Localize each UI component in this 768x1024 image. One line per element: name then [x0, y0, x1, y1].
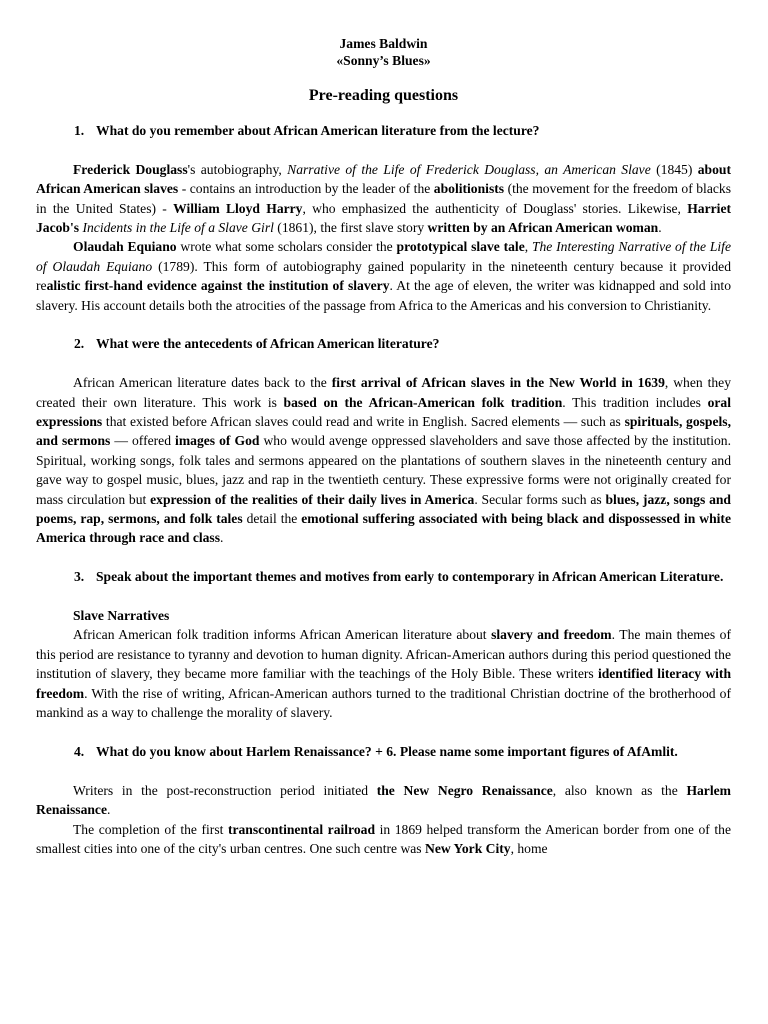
text-run: . With the rise of writing, African-American authors turned to the traditional Christian doctrine of the brotherhood of mankind as a way to challenge the morality of slavery.	[36, 685, 731, 721]
text-run: African American literature dates back to the	[73, 375, 332, 391]
text-run: .	[220, 530, 224, 546]
text-run: detail the	[242, 511, 302, 527]
text-run: — offered	[110, 433, 176, 449]
bold-text: identified literacy with freedom	[36, 666, 731, 701]
text-run: that existed before African slaves could read and write in English. Sacred elements — such as	[102, 414, 625, 430]
text-run: . Secular forms such as	[474, 491, 606, 507]
question-text: Speak about the important themes and motives from early to contemporary in African American Literature.	[96, 569, 724, 585]
bold-text: Harriet Jacob's	[36, 200, 732, 236]
question-2	[36, 334, 731, 353]
question-text: What do you know about Harlem Renaissance? + 6. Please name some important figures of AfAmlit.	[96, 743, 678, 759]
text-run: (the movement for the freedom of blacks in the United States) -	[36, 181, 731, 216]
text-run: wrote what some scholars consider the	[176, 239, 397, 255]
answer-paragraph	[36, 373, 731, 548]
text-run: , home	[510, 840, 548, 856]
text-run: 's autobiography,	[187, 161, 288, 177]
text-run: The completion of the first	[73, 821, 228, 837]
italic-title: Narrative of the Life of Frederick Douglass, an American Slave	[287, 161, 651, 177]
question-3	[36, 567, 731, 586]
bold-text: spirituals, gospels, and sermons	[36, 414, 731, 449]
text-run: (1845)	[650, 161, 698, 177]
story-title: «Sonny’s Blues»	[336, 53, 431, 68]
document-content	[36, 35, 731, 858]
text-run: .	[107, 802, 111, 818]
text-run: . At the age of eleven, the writer was kidnapped and sold into slavery. His account details both the atrocities of the passage from Africa to the Americas and his conversion to Christianity.	[36, 278, 731, 313]
text-run: . The main themes of this period are resistance to tyranny and devotion to human dignity. African-American authors during this period questioned the institution of slavery, they became more familiar with the teachings of the Holy Bible. These writers	[36, 627, 731, 682]
bold-text: about African American slaves	[36, 161, 731, 197]
bold-text: William Lloyd Harry	[173, 200, 303, 216]
question-number: 2.	[74, 336, 85, 352]
italic-title: The Interesting Narrative of the Life of Olaudah Equiano	[36, 239, 731, 274]
bold-text: transcontinental railroad	[227, 821, 376, 837]
answer-paragraph	[36, 237, 731, 315]
text-run: , who emphasized the authenticity of Douglass' stories. Likewise,	[302, 200, 688, 216]
bold-text: the New Negro Renaissance	[376, 782, 553, 798]
text-run: African American folk tradition informs African American literature about	[73, 627, 492, 643]
text-run: who would avenge oppressed slaveholders and save those affected by the institution. Spiritual, working songs, folk tales and sermons appeared on the plantations of southern slaves in the nineteenth century and gave way to gospel music, blues, jazz and rap in the twentieth century. These expressive forms were not originally created for mass circulation but	[36, 433, 731, 507]
text-run: - contains an introduction by the leader of the	[178, 181, 434, 197]
text-run: .	[658, 220, 662, 236]
italic-title: Incidents in the Life of a Slave Girl	[82, 220, 274, 236]
bold-text: New York City	[425, 840, 511, 856]
bold-text: Frederick Douglass	[73, 161, 188, 177]
text-run: (1789). This form of autobiography gained popularity in the nineteenth century because it provided re	[36, 258, 731, 294]
text-run: ,	[524, 239, 532, 255]
answer-paragraph	[36, 160, 731, 238]
bold-text: first arrival of African slaves in the New World in 1639	[331, 375, 665, 391]
question-text: What were the antecedents of African American literature?	[96, 336, 440, 352]
question-4	[36, 742, 731, 761]
question-number: 4.	[74, 743, 85, 759]
question-number: 1.	[74, 123, 85, 138]
bold-text: images of God	[175, 433, 260, 449]
answer-paragraph	[36, 625, 731, 722]
bold-text: Olaudah Equiano	[73, 239, 177, 255]
bold-text: oral expressions	[36, 394, 731, 430]
bold-text: prototypical slave tale	[396, 239, 525, 255]
section-heading: Pre-reading questions	[308, 87, 459, 104]
question-1	[36, 121, 731, 140]
text-run: Writers in the post-reconstruction period initiated	[73, 782, 377, 798]
text-run: . This tradition includes	[562, 394, 708, 410]
author-name: James Baldwin	[339, 36, 428, 51]
bold-text: expression of the realities of their daily lives in America	[150, 491, 475, 507]
subheading: Slave Narratives	[73, 608, 170, 624]
question-text: What do you remember about African American literature from the lecture?	[96, 123, 540, 138]
bold-text: abolitionists	[433, 181, 505, 197]
answer-paragraph	[36, 781, 731, 820]
bold-text: written by an African American woman	[427, 220, 659, 236]
bold-text: Harlem Renaissance	[36, 782, 731, 818]
bold-text: based on the African-American folk tradition	[283, 394, 563, 410]
text-run: , when they created their own literature. This work is	[36, 375, 732, 410]
question-number: 3.	[74, 569, 85, 585]
bold-text: slavery and freedom	[491, 627, 612, 643]
bold-text: alistic first-hand evidence against the institution of slavery	[46, 278, 390, 294]
bold-text: emotional suffering associated with being black and dispossessed in white America through race and class	[36, 511, 731, 546]
answer-paragraph	[36, 820, 731, 859]
bold-text: blues, jazz, songs and poems, rap, sermons, and folk tales	[36, 491, 731, 527]
text-run: (1861), the first slave story	[273, 220, 428, 236]
text-run: in 1869 helped transform the American border from one of the smallest cities into one of the city's urban centres. One such centre was	[36, 821, 731, 856]
text-run: , also known as the	[552, 782, 687, 798]
